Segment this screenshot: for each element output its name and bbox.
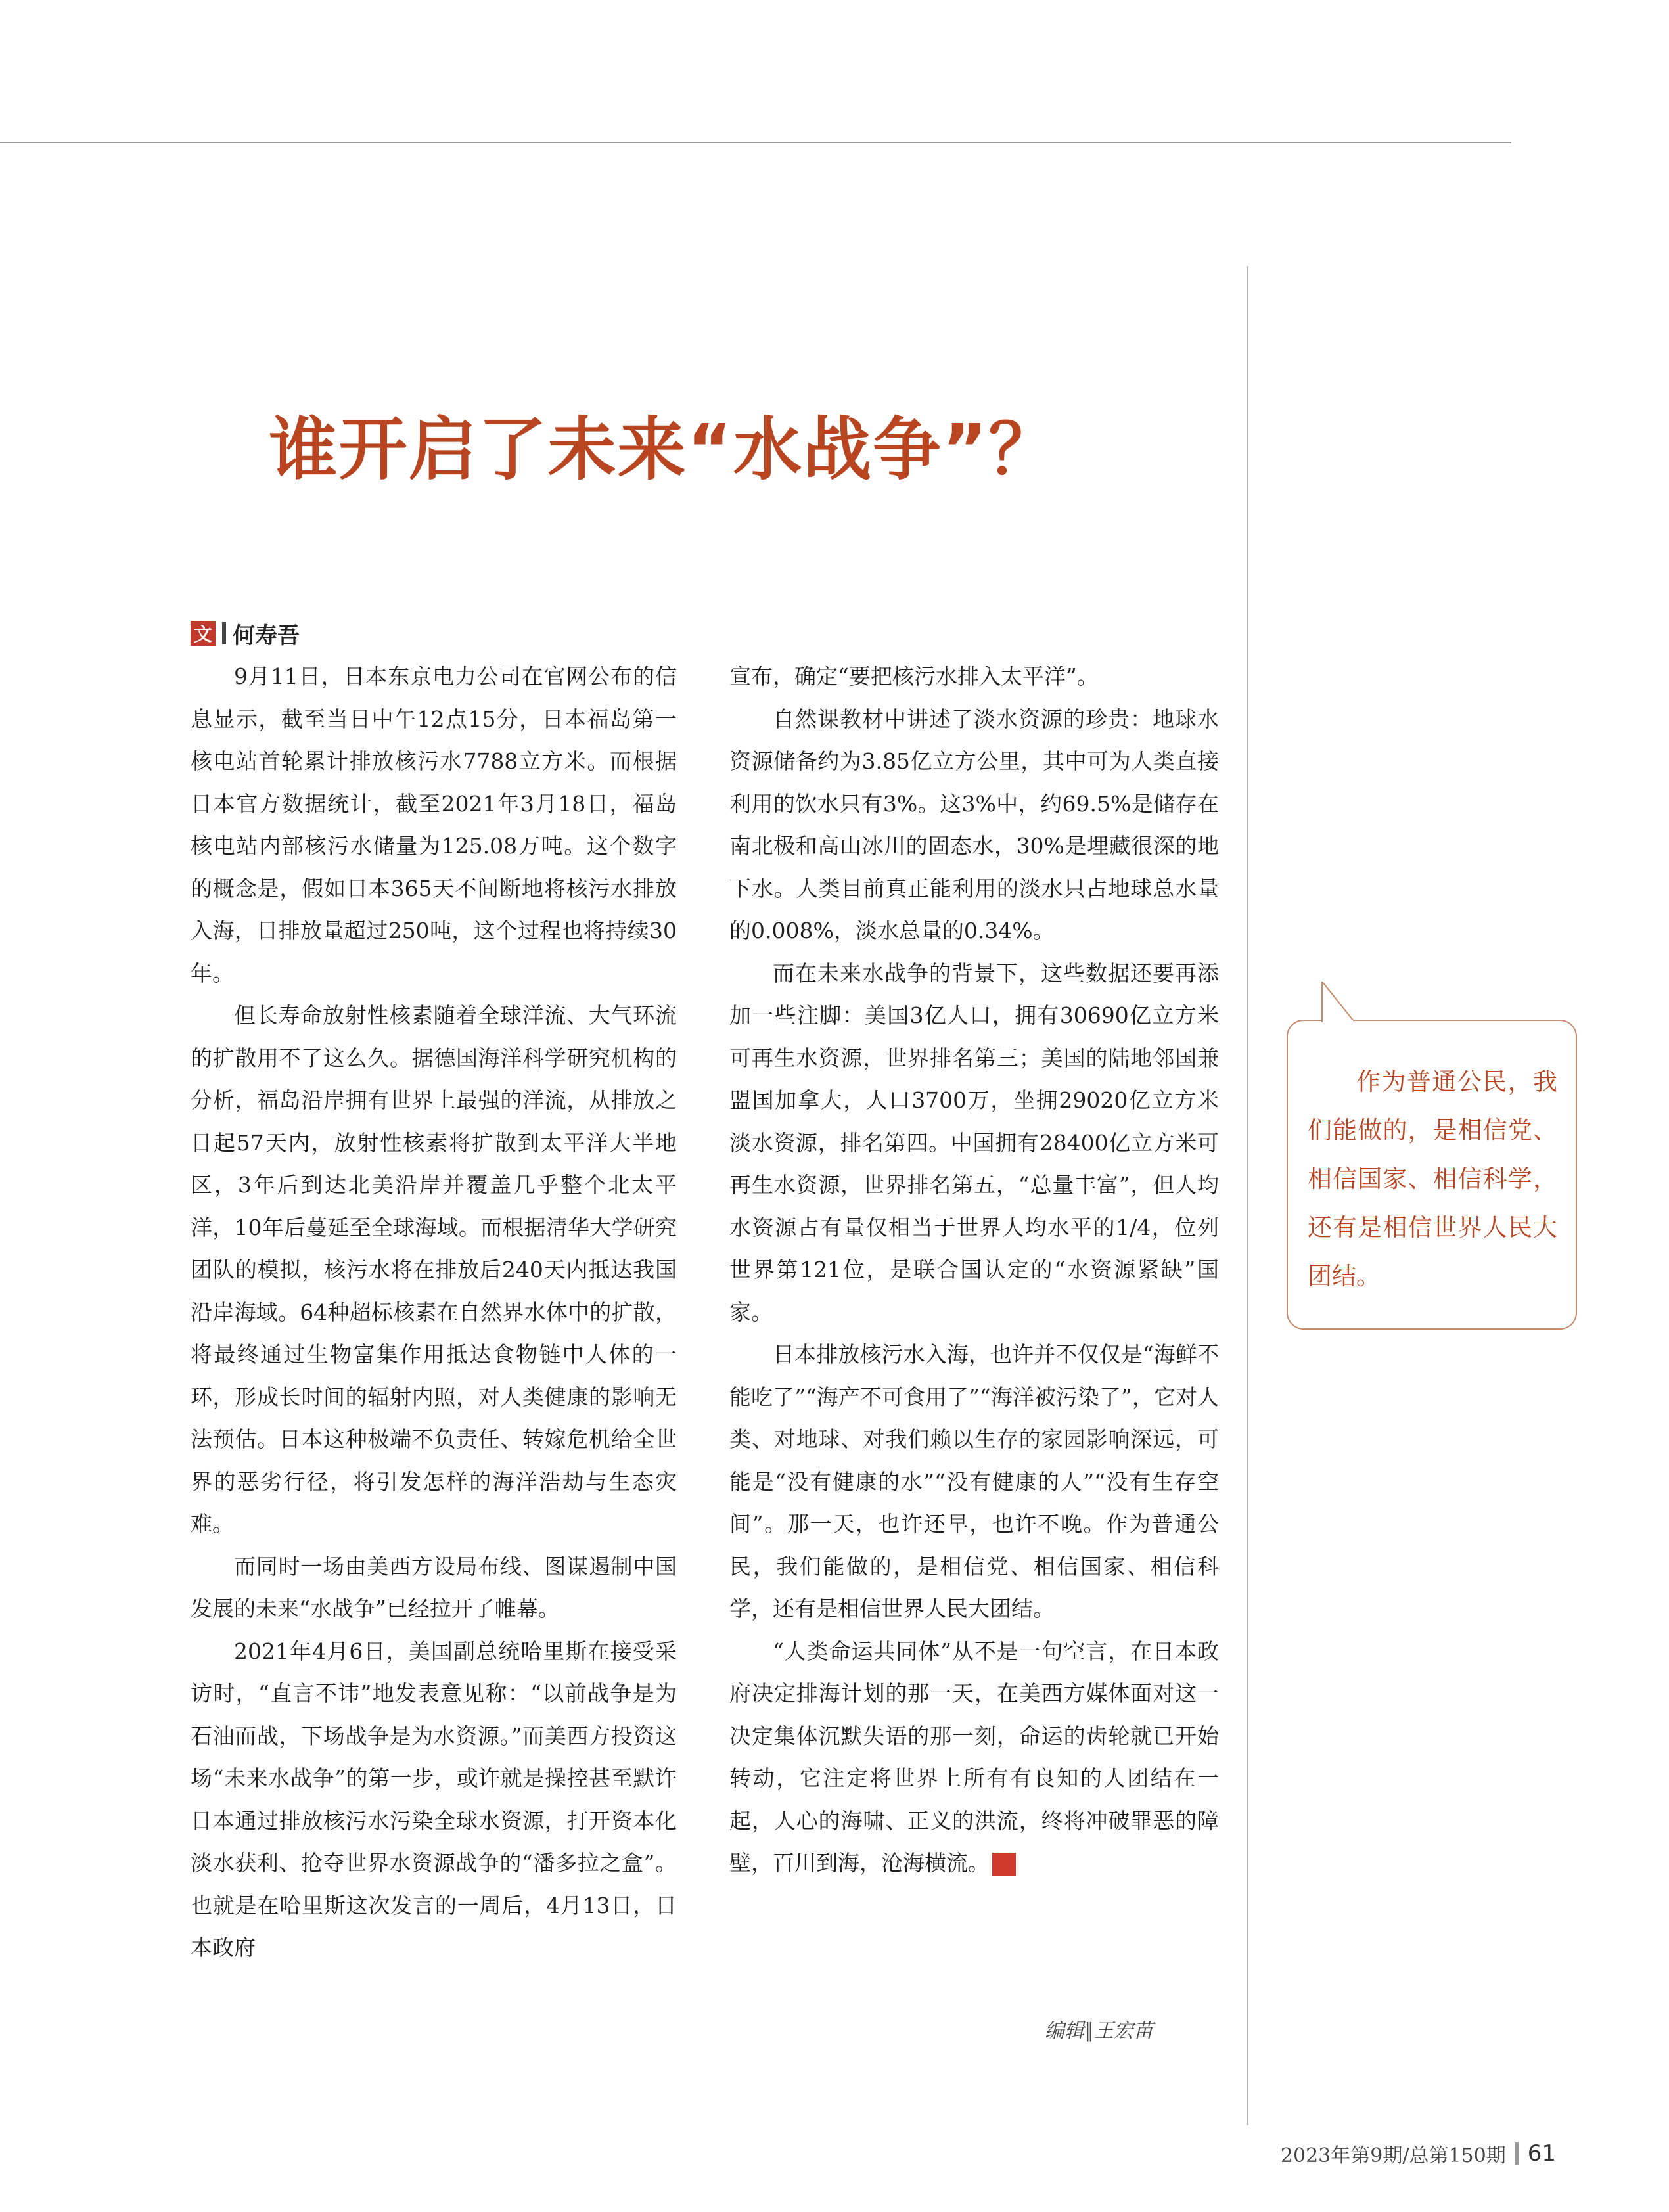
end-mark-icon: G xyxy=(992,1853,1016,1876)
issue-info: 2023年第9期/总第150期 xyxy=(1280,2144,1506,2167)
paragraph: 9月11日，日本东京电力公司在官网公布的信息显示，截至当日中午12点15分，日本福岛第一核电站首轮累计排放核污水7788立方米。而根据日本官方数据统计，截至2021年3月18日，福岛核电站内部核污水储量为125.08万吨。这个数字的概念是，假如日本365天不间断地将核污水排放入海，日排放量超过250吨，这个过程也将持续30年。 xyxy=(191,664,677,986)
top-rule xyxy=(0,142,1511,143)
article-title: 谁开启了未来“水战争”？ xyxy=(269,409,1059,489)
pull-quote-text: 作为普通公民，我们能做的，是相信党、相信国家、相信科学，还有是相信世界人民大团结。 xyxy=(1308,1068,1557,1290)
paragraph: 2021年4月6日，美国副总统哈里斯在接受采访时，“直言不讳”地发表意见称：“以前战争是为石油而战，下场战争是为水资源。”而美西方投资这场“未来水战争”的第一步，或许就是操控甚至默许日本通过排放核污水污染全球水资源，打开资本化淡水获利、抢夺世界水资源战争的“潘多拉之盒”。也就是在哈里斯这次发言的一周后，4月13日，日本政府 xyxy=(191,1638,677,1960)
byline-separator xyxy=(222,622,226,644)
page-number: 61 xyxy=(1527,2140,1556,2167)
editor-credit: 编辑∥王宏苗 xyxy=(1045,2020,1153,2043)
byline xyxy=(191,616,300,650)
footer-divider xyxy=(1515,2142,1519,2165)
paragraph: 但长寿命放射性核素随着全球洋流、大气环流的扩散用不了这么久。据德国海洋科学研究机构的分析，福岛沿岸拥有世界上最强的洋流，从排放之日起57天内，放射性核素将扩散到太平洋大半地区，3年后到达北美沿岸并覆盖几乎整个北太平洋，10年后蔓延至全球海域。而根据清华大学研究团队的模拟，核污水将在排放后240天内抵达我国沿岸海域。64种超标核素在自然界水体中的扩散，将最终通过生物富集作用抵达食物链中人体的一环，形成长时间的辐射内照，对人类健康的影响无法预估。日本这种极端不负责任、转嫁危机给全世界的恶劣行径，将引发怎样的海洋浩劫与生态灾难。 xyxy=(191,1003,677,1537)
side-rule xyxy=(1247,266,1248,2125)
paragraph: 日本排放核污水入海，也许并不仅仅是“海鲜不能吃了”“海产不可食用了”“海洋被污染了”，它对人类、对地球、对我们赖以生存的家园影响深远，可能是“没有健康的水”“没有健康的人”“没有生存空间”。那一天，也许还早，也许不晚。作为普通公民，我们能做的，是相信党、相信国家、相信科学，还有是相信世界人民大团结。 xyxy=(729,1342,1219,1621)
paragraph-final xyxy=(729,1631,1219,1885)
paragraph: 而在未来水战争的背景下，这些数据还要再添加一些注脚：美国3亿人口，拥有30690亿立方米可再生水资源，世界排名第三；美国的陆地邻国兼盟国加拿大，人口3700万，坐拥29020亿立方米淡水资源，排名第四。中国拥有28400亿立方米可再生水资源，世界排名第五，“总量丰富”，但人均水资源占有量仅相当于世界人均水平的1/4，位列世界第121位，是联合国认定的“水资源紧缺”国家。 xyxy=(729,960,1219,1325)
left-column xyxy=(191,656,677,1970)
speech-bubble-tail-icon xyxy=(1319,982,1359,1022)
paragraph: 而同时一场由美西方设局布线、图谋遏制中国发展的未来“水战争”已经拉开了帷幕。 xyxy=(191,1553,677,1621)
page-footer xyxy=(1281,2139,1556,2168)
paragraph: 自然课教材中讲述了淡水资源的珍贵：地球水资源储备约为3.85亿立方公里，其中可为人类直接利用的饮水只有3%。这3%中，约69.5%是储存在南北极和高山冰川的固态水，30%是埋藏很深的地下水。人类目前真正能利用的淡水只占地球总水量的0.008%，淡水总量的0.34%。 xyxy=(729,706,1219,943)
right-column xyxy=(729,656,1219,1885)
final-paragraph-text: “人类命运共同体”从不是一句空言，在日本政府决定排海计划的那一天，在美西方媒体面对这一决定集体沉默失语的那一刻，命运的齿轮就已开始转动，它注定将世界上所有有良知的人团结在一起，人心的海啸、正义的洪流，终将冲破罪恶的障壁，百川到海，沧海横流。 xyxy=(729,1638,1219,1876)
author-name: 何寿吾 xyxy=(233,622,300,649)
paragraph-continued: 宣布，确定“要把核污水排入太平洋”。 xyxy=(729,664,1099,689)
byline-mark: 文 xyxy=(191,621,216,646)
